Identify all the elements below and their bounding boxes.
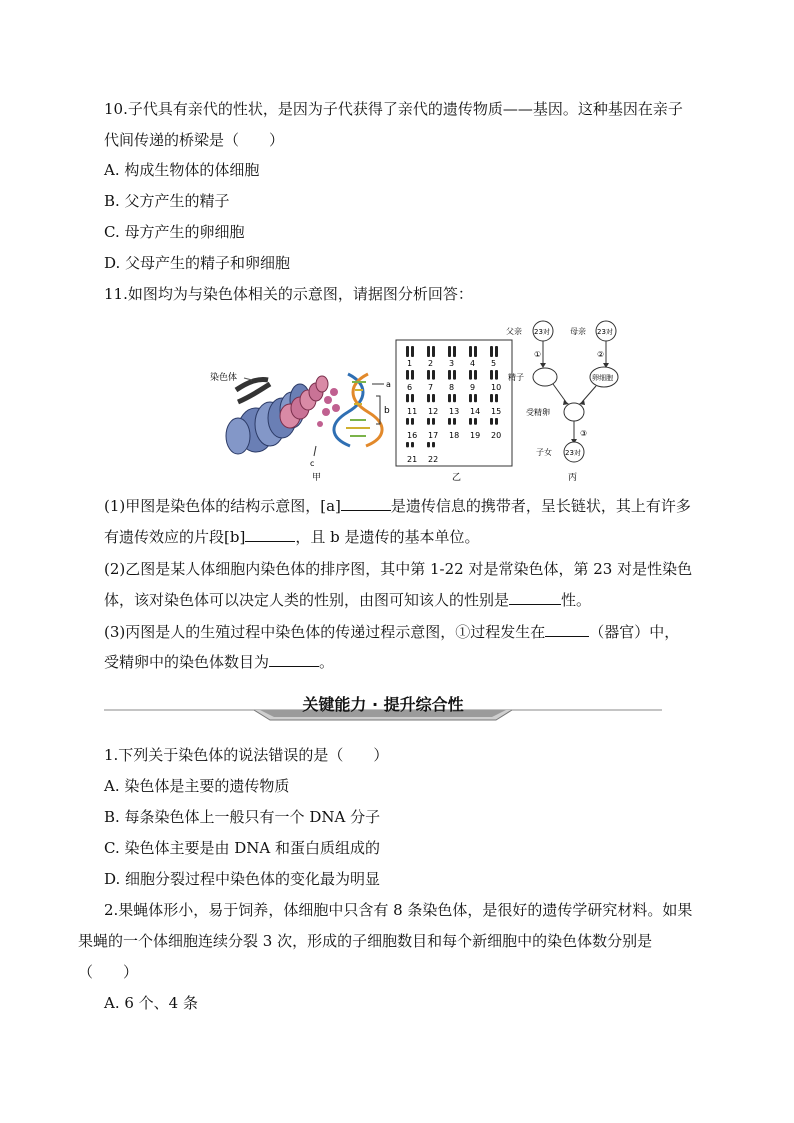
karyotype-chromosomes <box>406 346 501 464</box>
karyotype-number: 9 <box>470 383 476 392</box>
label-egg: 卵细胞 <box>592 374 613 382</box>
q11-p3-line2 <box>104 652 334 672</box>
s2-stem-line1: 2.果蝇体形小，易于饲养，体细胞中只含有 8 条染色体，是很好的遗传学研究材料。如果 <box>104 901 693 919</box>
q11-p2-line2-post: 性。 <box>561 591 592 609</box>
dna-helix-icon <box>334 374 382 446</box>
chromosome-pair-icon <box>427 370 435 380</box>
karyotype-number: 14 <box>470 407 481 416</box>
karyotype-number: 12 <box>428 407 439 416</box>
s2-stem-line2: 果蝇的一个体细胞连续分裂 3 次，形成的子细胞数目和每个新细胞中的染色体数分别是 <box>78 932 653 950</box>
label-mother: 母亲 <box>570 327 586 336</box>
karyotype-number: 17 <box>428 431 439 440</box>
karyotype-number: 15 <box>491 407 502 416</box>
karyotype-number: 3 <box>449 359 455 368</box>
chromosome-pair-icon <box>469 370 477 380</box>
karyotype-number: 10 <box>491 383 502 392</box>
q11-p2-line2 <box>104 590 591 610</box>
karyotype-number: 6 <box>407 383 413 392</box>
q11-p2-line1: (2)乙图是某人体细胞内染色体的排序图，其中第 1-22 对是常染色体，第 23 对是性染色 <box>104 560 693 578</box>
label-a: a <box>386 380 391 389</box>
chromosome-pair-icon <box>427 346 435 357</box>
q10-stem-line1: 10.子代具有亲代的性状，是因为子代获得了亲代的遗传物质——基因。这种基因在亲子 <box>104 100 683 118</box>
label-step1: ① <box>534 350 542 359</box>
q11-p3-line2-pre: 受精卵中的染色体数目为 <box>104 653 270 671</box>
q11-p3-line2-post: 。 <box>319 653 335 671</box>
q11-p3-line1-post: （器官）中， <box>589 623 680 641</box>
chromosome-pair-icon <box>490 346 498 357</box>
caption-yi: 乙 <box>452 473 462 482</box>
chromosome-pair-icon <box>427 442 435 447</box>
karyotype-number: 19 <box>470 431 481 440</box>
karyotype-number: 22 <box>428 455 439 464</box>
karyotype-number: 1 <box>407 359 413 368</box>
chromosome-pair-icon <box>406 370 414 380</box>
chromosome-pair-icon <box>406 442 414 447</box>
chromosome-pair-icon <box>427 394 435 402</box>
karyotype-number: 16 <box>407 431 418 440</box>
karyotype-number: 5 <box>491 359 497 368</box>
answer-blank[interactable] <box>509 590 561 605</box>
karyotype-number: 18 <box>449 431 460 440</box>
chromosome-pair-icon <box>448 394 456 402</box>
chromosome-pair-icon <box>406 418 414 425</box>
figure-bing <box>506 321 618 482</box>
q11-p1-line2 <box>104 527 479 547</box>
karyotype-number: 21 <box>407 455 418 464</box>
karyotype-number: 13 <box>449 407 460 416</box>
caption-bing: 丙 <box>568 473 578 482</box>
s2-stem-line3: （ ） <box>78 963 139 981</box>
caption-jia: 甲 <box>312 473 322 482</box>
label-child: 子女 <box>536 448 552 457</box>
q11-p2-line2-pre: 体，该对染色体可以决定人类的性别，由图可知该人的性别是 <box>104 591 510 609</box>
chromosome-pair-icon <box>427 418 435 425</box>
chromosome-pair-icon <box>490 370 498 380</box>
q10-option-a: A. 构成生物体的体细胞 <box>104 161 260 179</box>
q11-p1-text-post: 是遗传信息的携带者，呈长链状，其上有许多 <box>390 497 691 515</box>
answer-blank[interactable] <box>341 496 391 511</box>
figure-jia <box>210 371 391 482</box>
label-father: 父亲 <box>506 327 522 336</box>
karyotype-number: 4 <box>470 359 476 368</box>
mother-pair-count: 23对 <box>597 328 613 336</box>
chromosome-figure-svg <box>208 320 620 482</box>
answer-blank[interactable] <box>545 622 589 637</box>
chromosome-pair-icon <box>406 394 414 402</box>
label-b: b <box>384 406 390 416</box>
chromosome-pair-icon <box>448 346 456 357</box>
answer-blank[interactable] <box>269 652 319 667</box>
chromosome-pair-icon <box>469 394 477 402</box>
sperm-cell-icon <box>533 368 557 386</box>
chromosome-pair-icon <box>448 418 456 425</box>
s2-option-a: A. 6 个、4 条 <box>104 994 198 1012</box>
s1-stem: 1.下列关于染色体的说法错误的是（ ） <box>104 746 389 764</box>
chromosome-pair-icon <box>448 370 456 380</box>
label-sperm: 精子 <box>508 373 524 382</box>
figure-yi <box>396 340 512 482</box>
q10-option-b: B. 父方产生的精子 <box>104 192 230 210</box>
chromosome-pair-icon <box>490 418 498 425</box>
q11-p1-line2-post: ，且 b 是遗传的基本单位。 <box>295 528 480 546</box>
q11-figure <box>208 320 620 482</box>
q10-stem-line2: 代间传递的桥梁是（ ） <box>104 131 285 149</box>
chromosome-pair-icon <box>469 346 477 357</box>
q10-option-d: D. 父母产生的精子和卵细胞 <box>104 254 291 272</box>
label-c: c <box>310 459 315 468</box>
label-zygote: 受精卵 <box>526 408 550 417</box>
q10-option-c: C. 母方产生的卵细胞 <box>104 223 245 241</box>
chromosome-pair-icon <box>406 346 414 357</box>
s1-option-c: C. 染色体主要是由 DNA 和蛋白质组成的 <box>104 839 381 857</box>
chromosome-pair-icon <box>469 418 477 425</box>
s1-option-a: A. 染色体是主要的遗传物质 <box>104 777 290 795</box>
chromosome-pair-icon <box>490 394 498 402</box>
section-header <box>104 690 662 726</box>
q11-p1-line2-pre: 有遗传效应的片段[b] <box>104 528 246 546</box>
answer-blank[interactable] <box>245 527 295 542</box>
child-pair-count: 23对 <box>565 449 581 457</box>
label-step3: ③ <box>580 429 588 438</box>
s1-option-d: D. 细胞分裂过程中染色体的变化最为明显 <box>104 870 381 888</box>
label-chromosome: 染色体 <box>210 373 238 383</box>
father-pair-count: 23对 <box>534 328 550 336</box>
karyotype-number: 11 <box>407 407 418 416</box>
karyotype-number: 20 <box>491 431 502 440</box>
zygote-cell-icon <box>564 403 584 421</box>
q11-p1-text-pre: (1)甲图是染色体的结构示意图，[a] <box>104 497 341 515</box>
q11-p3-line1-pre: (3)丙图是人的生殖过程中染色体的传递过程示意图，①过程发生在 <box>104 623 546 641</box>
karyotype-number: 2 <box>428 359 434 368</box>
s1-option-b: B. 每条染色体上一般只有一个 DNA 分子 <box>104 808 381 826</box>
q11-stem: 11.如图均为与染色体相关的示意图，请据图分析回答： <box>104 285 473 303</box>
q11-p1-line1 <box>104 496 691 516</box>
karyotype-number: 8 <box>449 383 455 392</box>
label-step2: ② <box>597 350 605 359</box>
q11-p3-line1 <box>104 622 679 642</box>
section-title: 关键能力 · 提升综合性 <box>302 695 464 714</box>
karyotype-number: 7 <box>428 383 434 392</box>
